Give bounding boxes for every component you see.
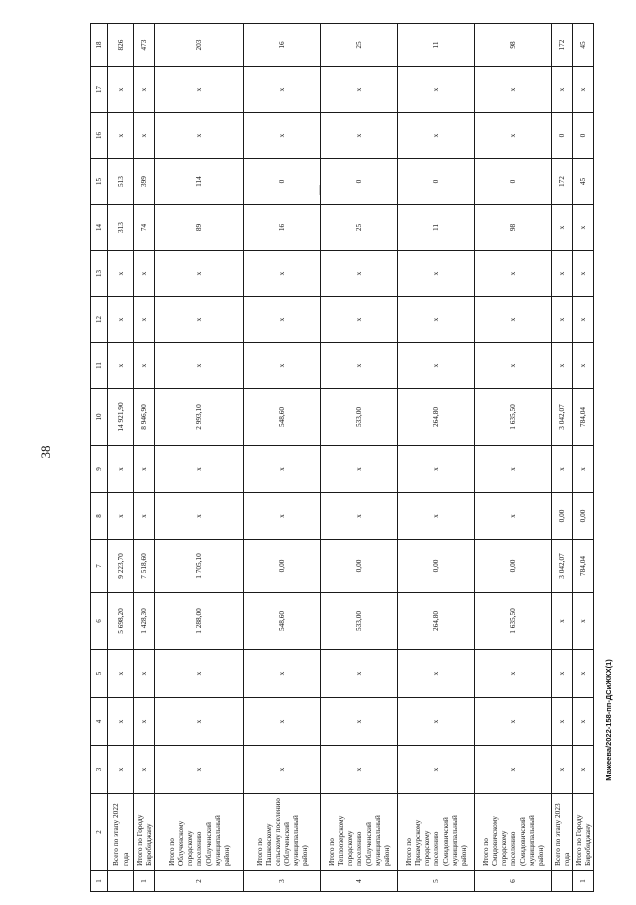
data-cell: x	[573, 205, 594, 251]
data-cell: 473	[134, 24, 155, 67]
column-number-cell: 7	[91, 540, 108, 593]
data-cell: x	[321, 113, 398, 159]
data-cell: x	[108, 113, 134, 159]
data-cell: 25	[321, 24, 398, 67]
data-cell: x	[398, 493, 475, 540]
data-cell: 172	[552, 24, 573, 67]
data-cell: x	[573, 593, 594, 650]
data-cell: x	[573, 67, 594, 113]
data-cell: x	[321, 698, 398, 746]
data-cell: 1 288,00	[155, 593, 244, 650]
data-cell: 1 635,50	[475, 593, 552, 650]
footer-document-code: Мажеева/2022-158-пп-ДСиЖКХ(1)	[604, 659, 613, 781]
data-cell: 0,00	[475, 540, 552, 593]
data-cell: x	[108, 493, 134, 540]
data-cell: 89	[155, 205, 244, 251]
row-number-cell: 1	[134, 871, 155, 892]
row-name-cell: Итого по Теплоозерскому городскому поселению (Облученский муниципальный район)	[321, 794, 398, 871]
page-number: 38	[38, 445, 53, 459]
data-cell: x	[552, 343, 573, 389]
data-cell: x	[321, 343, 398, 389]
column-number-cell: 14	[91, 205, 108, 251]
data-cell: 25	[321, 205, 398, 251]
data-cell: x	[244, 650, 321, 698]
data-cell: 5 698,20	[108, 593, 134, 650]
table-row	[573, 24, 594, 892]
data-cell: x	[134, 113, 155, 159]
data-cell: 0	[244, 159, 321, 205]
data-cell: x	[134, 746, 155, 794]
column-number-cell: 11	[91, 343, 108, 389]
column-number-cell: 5	[91, 650, 108, 698]
row-number-cell: 3	[244, 871, 321, 892]
data-cell: 16	[244, 205, 321, 251]
data-cell: x	[398, 297, 475, 343]
table-row	[552, 24, 573, 892]
data-cell: 264,80	[398, 389, 475, 446]
column-number-cell: 10	[91, 389, 108, 446]
data-cell: x	[552, 205, 573, 251]
data-cell: 826	[108, 24, 134, 67]
table-row	[108, 24, 134, 892]
column-number-cell: 2	[91, 794, 108, 871]
data-cell: 14 921,90	[108, 389, 134, 446]
data-cell: x	[475, 343, 552, 389]
data-cell: x	[398, 650, 475, 698]
data-cell: x	[552, 297, 573, 343]
column-number-cell: 16	[91, 113, 108, 159]
column-number-cell: 9	[91, 446, 108, 493]
data-cell: x	[155, 343, 244, 389]
data-cell: x	[134, 297, 155, 343]
column-number-cell: 8	[91, 493, 108, 540]
data-cell: x	[244, 493, 321, 540]
data-cell: 2 993,10	[155, 389, 244, 446]
data-cell: x	[398, 746, 475, 794]
data-cell: 533,00	[321, 593, 398, 650]
data-cell: 45	[573, 24, 594, 67]
data-cell: x	[155, 113, 244, 159]
data-cell: 7 518,60	[134, 540, 155, 593]
data-cell: x	[244, 698, 321, 746]
table-row	[155, 24, 244, 892]
row-number-cell	[108, 871, 134, 892]
data-cell: x	[552, 746, 573, 794]
table-row	[475, 24, 552, 892]
data-cell: 45	[573, 159, 594, 205]
data-cell: x	[155, 698, 244, 746]
column-number-cell: 4	[91, 698, 108, 746]
data-cell: 203	[155, 24, 244, 67]
data-cell: x	[321, 297, 398, 343]
data-cell: x	[321, 746, 398, 794]
data-cell: 0	[475, 159, 552, 205]
data-cell: 1 635,50	[475, 389, 552, 446]
summary-table	[90, 23, 594, 892]
row-name-cell: Итого по Городу Биробиджану	[573, 794, 594, 871]
data-cell: 1 705,10	[155, 540, 244, 593]
data-cell: 74	[134, 205, 155, 251]
row-number-cell: 2	[155, 871, 244, 892]
data-cell: x	[475, 67, 552, 113]
data-cell: x	[108, 343, 134, 389]
column-number-cell: 15	[91, 159, 108, 205]
column-number-cell: 13	[91, 251, 108, 297]
data-cell: x	[134, 446, 155, 493]
row-number-cell	[552, 871, 573, 892]
data-cell: 784,04	[573, 540, 594, 593]
data-cell: x	[552, 67, 573, 113]
data-cell: x	[398, 113, 475, 159]
data-cell: x	[155, 493, 244, 540]
data-cell: x	[108, 746, 134, 794]
data-cell: x	[108, 67, 134, 113]
row-name-cell: Итого по Городу Биробиджану	[134, 794, 155, 871]
row-number-cell: 1	[573, 871, 594, 892]
row-name-cell: Всего по этапу 2022 года	[108, 794, 134, 871]
data-cell: 548,60	[244, 389, 321, 446]
data-cell: x	[244, 343, 321, 389]
data-cell: 0	[573, 113, 594, 159]
data-cell: 3 042,07	[552, 389, 573, 446]
row-name-cell: Итого по Приамурскому городскому поселению (Смидовичский муниципальный район)	[398, 794, 475, 871]
data-cell: 399	[134, 159, 155, 205]
data-cell: x	[398, 343, 475, 389]
data-cell: x	[108, 297, 134, 343]
table-row	[321, 24, 398, 892]
data-cell: x	[573, 446, 594, 493]
table-row	[134, 24, 155, 892]
data-cell: 0,00	[321, 540, 398, 593]
data-cell: x	[475, 698, 552, 746]
row-number-cell: 6	[475, 871, 552, 892]
data-cell: 98	[475, 205, 552, 251]
data-cell: x	[398, 446, 475, 493]
data-cell: 8 946,90	[134, 389, 155, 446]
data-cell: x	[321, 67, 398, 113]
data-cell: 16	[244, 24, 321, 67]
data-cell: x	[321, 446, 398, 493]
data-cell: x	[134, 493, 155, 540]
data-cell: x	[573, 650, 594, 698]
data-cell: x	[552, 650, 573, 698]
data-cell: 784,04	[573, 389, 594, 446]
data-cell: 0,00	[398, 540, 475, 593]
data-cell: x	[573, 746, 594, 794]
data-cell: 3 042,07	[552, 540, 573, 593]
data-cell: x	[244, 113, 321, 159]
data-cell: x	[155, 446, 244, 493]
row-name-cell: Всего по этапу 2023 года	[552, 794, 573, 871]
data-cell: x	[108, 446, 134, 493]
data-cell: x	[155, 67, 244, 113]
data-cell: x	[134, 650, 155, 698]
data-cell: x	[475, 446, 552, 493]
data-cell: x	[321, 493, 398, 540]
data-cell: x	[573, 343, 594, 389]
data-cell: x	[155, 650, 244, 698]
data-cell: 264,80	[398, 593, 475, 650]
data-cell: 1 428,30	[134, 593, 155, 650]
data-cell: x	[134, 251, 155, 297]
data-cell: 0	[552, 113, 573, 159]
data-cell: x	[108, 698, 134, 746]
column-number-cell: 6	[91, 593, 108, 650]
data-cell: 0,00	[244, 540, 321, 593]
column-number-cell: 12	[91, 297, 108, 343]
data-cell: 114	[155, 159, 244, 205]
data-cell: x	[244, 251, 321, 297]
data-cell: x	[552, 593, 573, 650]
data-cell: 533,00	[321, 389, 398, 446]
rotated-table-container	[90, 24, 593, 892]
data-cell: 9 223,70	[108, 540, 134, 593]
row-name-cell: Итого по Смидовичскому городскому поселению (Смидовичский муниципальный район)	[475, 794, 552, 871]
data-cell: x	[108, 650, 134, 698]
data-cell: x	[155, 251, 244, 297]
data-cell: x	[134, 698, 155, 746]
data-cell: x	[398, 251, 475, 297]
data-cell: x	[244, 446, 321, 493]
data-cell: 0,00	[573, 493, 594, 540]
column-number-cell: 17	[91, 67, 108, 113]
data-cell: 98	[475, 24, 552, 67]
column-number-cell: 1	[91, 871, 108, 892]
column-number-cell: 18	[91, 24, 108, 67]
data-cell: x	[321, 650, 398, 698]
data-cell: x	[573, 698, 594, 746]
data-cell: 513	[108, 159, 134, 205]
data-cell: 0	[321, 159, 398, 205]
data-cell: x	[134, 343, 155, 389]
data-cell: x	[321, 251, 398, 297]
row-number-cell: 4	[321, 871, 398, 892]
data-cell: 172	[552, 159, 573, 205]
column-number-cell: 3	[91, 746, 108, 794]
data-cell: x	[475, 650, 552, 698]
data-cell: 11	[398, 24, 475, 67]
data-cell: x	[244, 297, 321, 343]
data-cell: x	[573, 251, 594, 297]
row-number-cell: 5	[398, 871, 475, 892]
data-cell: x	[155, 746, 244, 794]
data-cell: x	[134, 67, 155, 113]
data-cell: x	[244, 67, 321, 113]
data-cell: x	[475, 297, 552, 343]
data-cell: 0	[398, 159, 475, 205]
data-cell: x	[475, 113, 552, 159]
table-row	[244, 24, 321, 892]
data-cell: x	[552, 251, 573, 297]
data-cell: 0,00	[552, 493, 573, 540]
data-cell: x	[552, 698, 573, 746]
data-cell: x	[475, 493, 552, 540]
data-cell: x	[244, 746, 321, 794]
data-cell: x	[398, 67, 475, 113]
row-name-cell: Итого по Облученскому городскому поселению (Облученский муниципальный район)	[155, 794, 244, 871]
column-number-row	[91, 24, 108, 892]
data-cell: 313	[108, 205, 134, 251]
data-cell: x	[475, 746, 552, 794]
data-cell: x	[475, 251, 552, 297]
data-cell: x	[573, 297, 594, 343]
data-cell: x	[108, 251, 134, 297]
data-cell: 11	[398, 205, 475, 251]
data-cell: x	[155, 297, 244, 343]
data-cell: x	[552, 446, 573, 493]
data-cell: 548,60	[244, 593, 321, 650]
row-name-cell: Итого по Пашковскому сельскому поселению (Облученский муниципальный район)	[244, 794, 321, 871]
table-row	[398, 24, 475, 892]
data-cell: x	[398, 698, 475, 746]
